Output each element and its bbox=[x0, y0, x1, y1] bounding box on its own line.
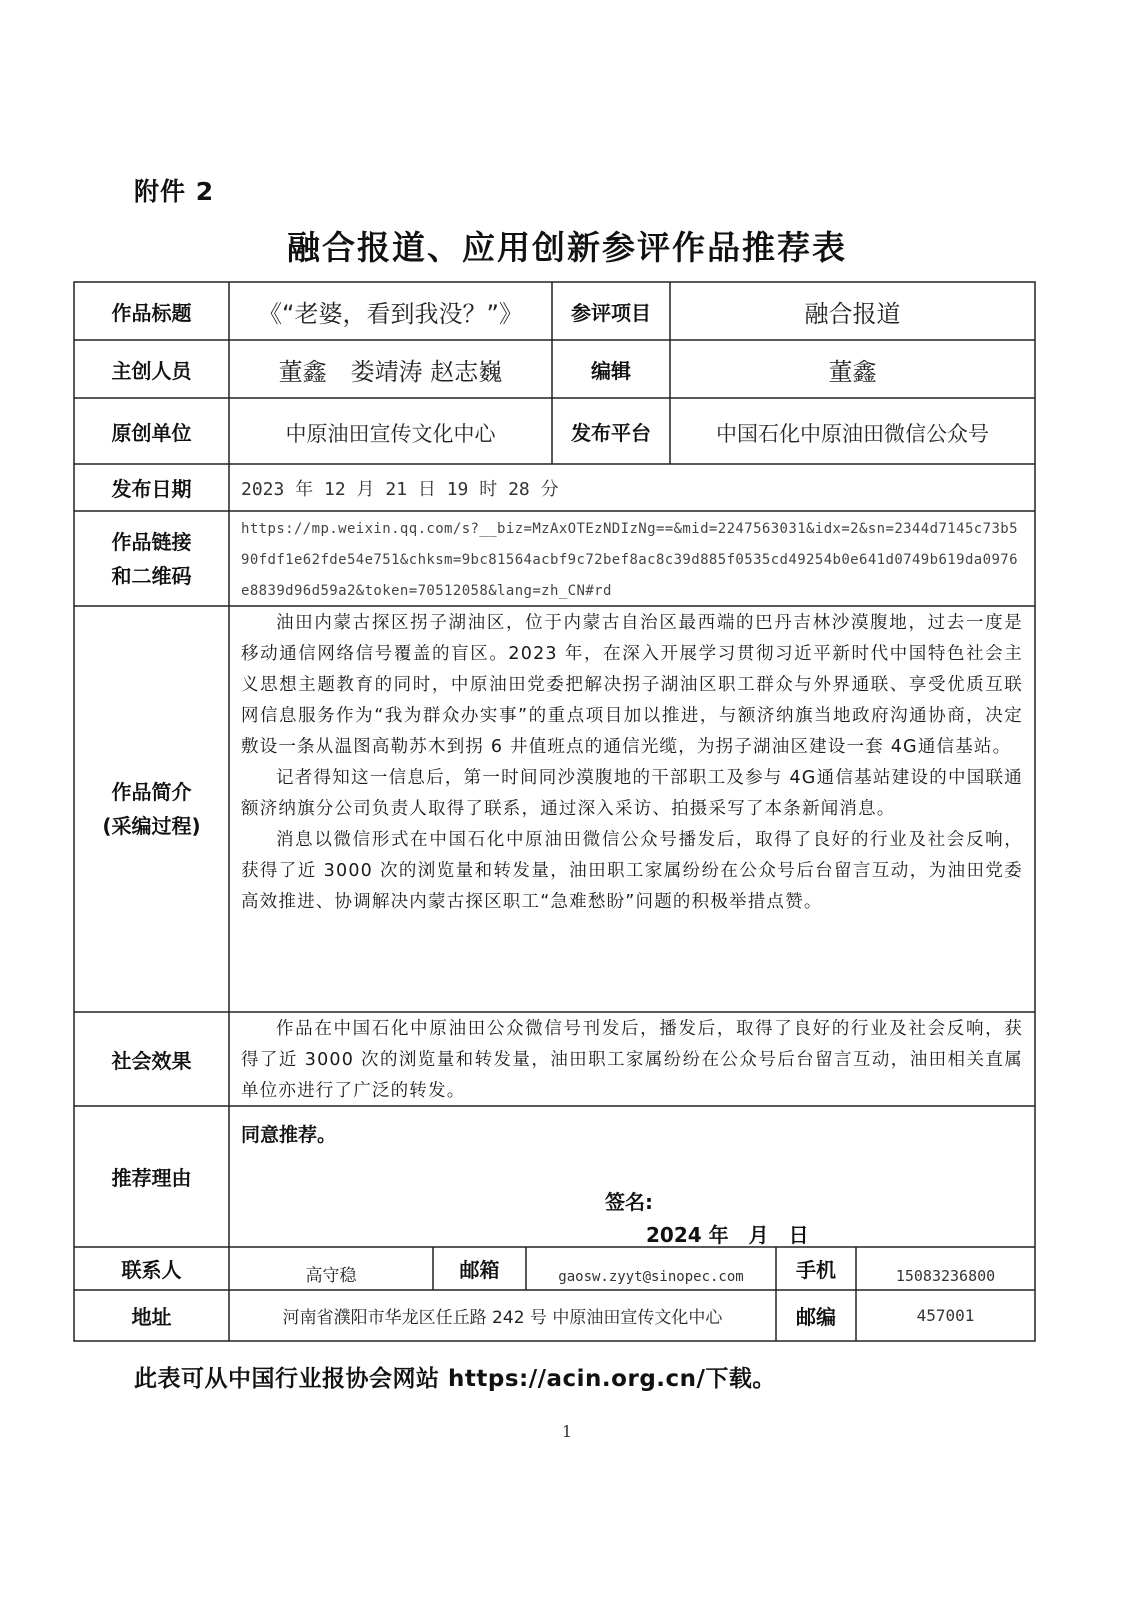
creators-value: 董鑫 娄靖涛 赵志巍 bbox=[278, 357, 503, 386]
link-label bbox=[74, 511, 229, 606]
editor-label: 编辑 bbox=[591, 358, 631, 383]
unit-value: 中原油田宣传文化中心 bbox=[285, 422, 496, 446]
category-label: 参评项目 bbox=[571, 300, 651, 325]
link-value-cell bbox=[229, 511, 1035, 606]
work-title-value: 《“老婆，看到我没？”》 bbox=[258, 299, 523, 328]
intro-paragraph: 消息以微信形式在中国石化中原油田微信公众号播发后，取得了良好的行业及社会反响，获得了近 3000 次的浏览量和转发量，油田职工家属纷纷在公众号后台留言互动，为油田党委高效推进、协调解决内蒙古探区职工“急难愁盼”问题的积极举措点赞。 bbox=[241, 830, 1023, 912]
effect-content bbox=[229, 1012, 1035, 1106]
contact-value: 高守稳 bbox=[305, 1266, 357, 1286]
link-label-line1: 作品链接 bbox=[111, 529, 192, 554]
effect-label: 社会效果 bbox=[111, 1048, 192, 1073]
link-label-line2: 和二维码 bbox=[111, 563, 192, 588]
phone-label: 手机 bbox=[796, 1258, 836, 1282]
page-number: 1 bbox=[561, 1422, 573, 1441]
email-label: 邮箱 bbox=[459, 1258, 500, 1282]
signature-date: 2024 年 月 日 bbox=[646, 1223, 809, 1247]
contact-label: 联系人 bbox=[121, 1258, 182, 1282]
category-value: 融合报道 bbox=[804, 299, 901, 328]
intro-label bbox=[74, 606, 229, 1012]
platform-label: 发布平台 bbox=[571, 420, 651, 445]
reason-content bbox=[229, 1106, 1035, 1247]
intro-paragraph: 油田内蒙古探区拐子湖油区，位于内蒙古自治区最西端的巴丹吉林沙漠腹地，过去一度是移动通信网络信号覆盖的盲区。2023 年，在深入开展学习贯彻习近平新时代中国特色社会主义思想主题教育的同时，中原油田党委把解决拐子湖油区职工群众与外界通联、享受优质互联网信息服务作为“我为群众办实事”的重点项目加以推进，与额济纳旗当地政府沟通协商，决定敷设一条从温图高勒苏木到拐 6 井值班点的通信光缆，为拐子湖油区建设一套 4G通信基站。 bbox=[241, 613, 1023, 757]
creators-label: 主创人员 bbox=[111, 358, 192, 383]
document-title: 融合报道、应用创新参评作品推荐表 bbox=[287, 228, 847, 267]
email-value: gaosw.zyyt@sinopec.com bbox=[558, 1269, 744, 1285]
intro-paragraph: 记者得知这一信息后，第一时间同沙漠腹地的干部职工及参与 4G通信基站建设的中国联通额济纳旗分公司负责人取得了联系，通过深入采访、拍摄采写了本条新闻消息。 bbox=[241, 768, 1023, 819]
address-value: 河南省濮阳市华龙区任丘路 242 号 中原油田宣传文化中心 bbox=[282, 1308, 723, 1328]
intro-label-line1: 作品简介 bbox=[111, 780, 192, 804]
signature-label: 签名: bbox=[605, 1190, 653, 1214]
download-note: 此表可从中国行业报协会网站 https://acin.org.cn/下载。 bbox=[134, 1366, 776, 1392]
address-label: 地址 bbox=[131, 1305, 172, 1329]
attachment-label: 附件 2 bbox=[134, 177, 215, 206]
intro-content bbox=[229, 606, 1035, 1012]
reason-label: 推荐理由 bbox=[111, 1166, 192, 1190]
publish-date-value: 2023 年 12 月 21 日 19 时 28 分 bbox=[241, 478, 559, 500]
intro-label-line2: (采编过程) bbox=[102, 814, 201, 838]
editor-value: 董鑫 bbox=[828, 357, 877, 386]
work-title-label: 作品标题 bbox=[111, 300, 192, 325]
phone-value: 15083236800 bbox=[895, 1267, 996, 1285]
unit-label: 原创单位 bbox=[111, 420, 192, 445]
platform-value: 中国石化中原油田微信公众号 bbox=[716, 422, 989, 446]
zip-label: 邮编 bbox=[796, 1305, 836, 1329]
publish-date-label: 发布日期 bbox=[111, 477, 192, 501]
effect-paragraph: 作品在中国石化中原油田公众微信号刊发后，播发后，取得了良好的行业及社会反响，获得了近 3000 次的浏览量和转发量，油田职工家属纷纷在公众号后台留言互动，油田相关直属单位亦进行了广泛的转发。 bbox=[241, 1019, 1023, 1101]
zip-value: 457001 bbox=[916, 1306, 975, 1325]
reason-text: 同意推荐。 bbox=[241, 1124, 337, 1146]
article-link[interactable]: https://mp.weixin.qq.com/s?__biz=MzAxOTEzNDIzNg==&mid=2247563031&idx=2&sn=2344d7145c73b590fdf1e62fde54e751&chksm=9bc81564acbf9c72bef8ac8c39d885f0535cd49254b0e641d0749b619da0976e8839d96d59a2&token=70512058&lang=zh_CN#rd bbox=[241, 521, 1018, 599]
